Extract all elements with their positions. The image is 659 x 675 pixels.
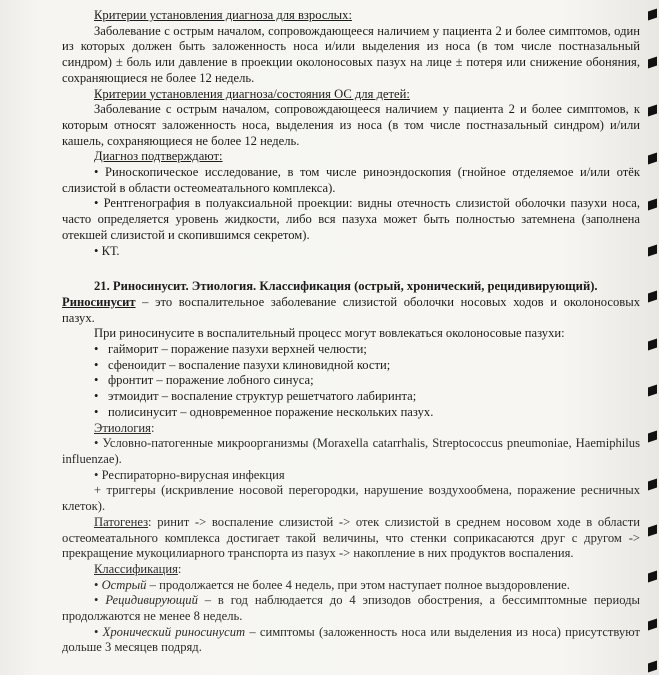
- sinus-item: • сфеноидит – воспаление пазухи клиновидной кости;: [94, 357, 391, 372]
- document-text: [62, 8, 640, 656]
- sinus-item: • этмоидит – воспаление структур решетчатого лабиринта;: [94, 389, 417, 404]
- definition: Риносинусит – это воспалительное заболевание слизистой оболочки носовых ходов и околоносовых пазух.: [62, 294, 640, 325]
- confirm-title: Диагноз подтверждают:: [94, 149, 223, 164]
- children-criteria-body: Заболевание с острым началом, сопровождающееся наличием у пациента 2 и более симптомов, к которым относят заложенность носа, выделения из носа (в том числе постназальный синдром) и/или кашель, сохраняющиеся не более 12 недель.: [62, 102, 640, 148]
- confirm-item: • Риноскопическое исследование, в том числе риноэндоскопия (гнойное отделяемое и/или отёк слизистой в области остеомеатального комплекса).: [62, 165, 640, 195]
- confirm-item: • Рентгенография в полуаксиальной проекции: видны отечность слизистой оболочки пазухи носа, часто определяется уровень жидкости, либо вся пазуха может быть полностью затемнена (заполнена отекшей слизистой и скопившимся секретом).: [62, 196, 640, 242]
- classification-item: • Хронический риносинусит – симптомы (заложенность носа или выделения из носа) присутствуют дольше 3 месяцев подряд.: [62, 624, 640, 655]
- adults-criteria-body: Заболевание с острым началом, сопровождающееся наличием у пациента 2 и более симптомов, один из которых должен быть заложенность носа и/или выделения из носа (в том числе постназальный синдром) ± боль или давление в проекции околоносовых пазух на лице ± потеря или снижение обоняния, сохраняющиеся не более 12 недель.: [62, 23, 640, 85]
- etiology-title: Этиология:: [94, 420, 155, 435]
- section-heading: 21. Риносинусит. Этиология. Классификация (острый, хронический, рецидивирующий).: [94, 279, 598, 294]
- etiology-item: • Респираторно-вирусная инфекция: [94, 467, 285, 482]
- etiology-item: + триггеры (искривление носовой перегородки, нарушение воздухообмена, поражение ресничных клеток).: [62, 483, 640, 514]
- classification-title: Классификация:: [94, 561, 182, 576]
- etiology-item: • Условно-патогенные микроорганизмы (Moraxella catarrhalis, Streptococcus pneumoniae, Haemiphilus influenzae).: [62, 436, 641, 466]
- sinus-item: • полисинусит – одновременное поражение нескольких пазух.: [94, 404, 434, 419]
- spiral-binding: [645, 0, 657, 675]
- pathogenesis: Патогенез: ринит -> воспаление слизистой -> отек слизистой в среднем носовом ходе в области остеомеатального комплекса достигает такой величины, что стенки соприкасаются друг с другом -> прекращение мукоцилиарного транспорта из пазух -> накопление в них продуктов воспаления.: [62, 514, 640, 561]
- confirm-item: • КТ.: [94, 243, 120, 258]
- children-criteria-title: Критерии установления диагноза/состояния ОС для детей:: [94, 86, 410, 101]
- sinus-item: • фронтит – поражение лобного синуса;: [94, 373, 314, 388]
- sinus-item: • гайморит – поражение пазухи верхней челюсти;: [94, 342, 367, 357]
- adults-criteria-title: Критерии установления диагноза для взрослых:: [94, 8, 352, 22]
- classification-item: • Острый – продолжается не более 4 недель, при этом наступает полное выздоровление.: [94, 577, 570, 592]
- sinus-intro: При риносинусите в воспалительный процесс могут вовлекаться околоносовые пазухи:: [94, 326, 565, 341]
- classification-item: • Рецидивирующий – в год наблюдается до 4 эпизодов обострения, а бессимптомные периоды продолжаются не менее 8 недель.: [62, 593, 640, 624]
